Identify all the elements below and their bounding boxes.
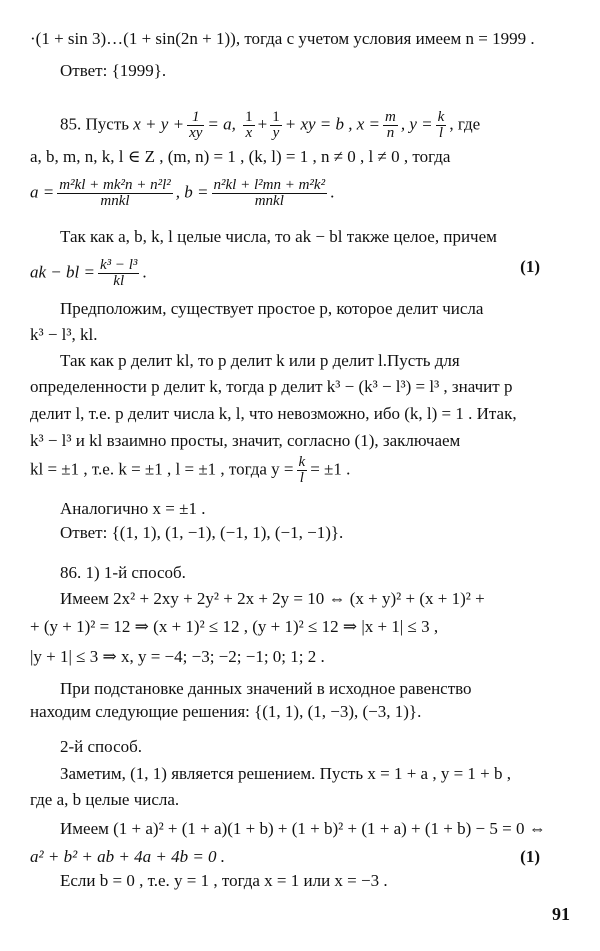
text-line: Если b = 0 , т.е. y = 1 , тогда x = 1 или x = −3 . (60, 871, 388, 890)
text-line: находим следующие решения: {(1, 1), (1, −3), (−3, 1)}. (30, 702, 422, 721)
fraction (383, 110, 398, 141)
numerator: m²kl + mk²n + n²l² (59, 177, 171, 193)
text-span: , где (449, 114, 481, 134)
text-line: При подстановке данных значений в исходное равенство (60, 679, 472, 698)
math-span: . (330, 182, 335, 202)
math-span: x = (356, 114, 381, 134)
text-line: где a, b целые числа. (30, 790, 180, 809)
denominator: kl (113, 273, 125, 289)
numerator: n²kl + l²mn + m²k² (213, 177, 326, 193)
math-span: + xy = b , (284, 114, 353, 134)
fraction (270, 110, 282, 141)
formula-line (30, 848, 570, 867)
math-span: . (142, 262, 147, 282)
math-span: a = (30, 182, 55, 202)
math-span: ak − bl = (30, 262, 95, 282)
fraction (57, 178, 173, 209)
math-span: = a, (207, 114, 236, 134)
problem-85-statement (60, 110, 570, 141)
text-line: k³ − l³ и kl взаимно просты, значит, согласно (1), заключаем (30, 431, 461, 450)
numerator: k³ − l³ (99, 257, 138, 273)
formula-line (30, 258, 570, 289)
text-span: 85. Пусть (60, 114, 130, 134)
page-number: 91 (552, 904, 570, 924)
math-span: + (257, 114, 268, 134)
equation-tag: (1) (520, 847, 540, 866)
answer-line: Ответ: {(1, 1), (1, −1), (−1, 1), (−1, −1)}. (60, 523, 344, 542)
text-line: |y + 1| ≤ 3 ⇒ x, y = −4; −3; −2; −1; 0; 1; 2 . (30, 647, 325, 666)
text-span: kl = ±1 , т.е. k = ±1 , l = ±1 , тогда y = (30, 459, 294, 479)
problem-86-heading: 86. 1) 1-й способ. (60, 563, 186, 582)
denominator: l (438, 125, 444, 141)
text-line: Так как p делит kl, то p делит k или p делит l.Пусть для (60, 351, 460, 370)
math-span: a² + b² + ab + 4a + 4b = 0 . (30, 847, 226, 866)
denominator: n (386, 125, 395, 141)
fraction (436, 110, 447, 141)
text-line: Заметим, (1, 1) является решением. Пусть x = 1 + a , y = 1 + b , (60, 764, 512, 783)
text-line: Предположим, существует простое p, которое делит числа (60, 299, 484, 318)
answer-line: Ответ: {1999}. (60, 61, 167, 80)
text-line: Так как a, b, k, l целые числа, то ak − bl также целое, причем (60, 227, 497, 246)
text-line: ·(1 + sin 3)…(1 + sin(2n + 1)), тогда с учетом условия имеем n = 1999 . (30, 29, 535, 48)
formula-line (30, 178, 570, 209)
math-span: , b = (175, 182, 209, 202)
math-span: , y = (400, 114, 433, 134)
text-span: = ±1 . (310, 459, 351, 479)
fraction (98, 258, 139, 289)
math-span: x + y + (133, 114, 185, 134)
numerator: k (298, 454, 306, 470)
fraction (212, 178, 328, 209)
fraction (243, 110, 255, 141)
text-line: определенности p делит k, тогда p делит k³ − (k³ − l³) = l³ , значит p (30, 377, 513, 396)
numerator: m (385, 109, 396, 125)
equation-tag: (1) (520, 257, 540, 276)
numerator: 1 (272, 109, 280, 125)
text-line: + (y + 1)² = 12 ⇒ (x + 1)² ≤ 12 , (y + 1)² ≤ 12 ⇒ |x + 1| ≤ 3 , (30, 617, 439, 636)
numerator: 1 (245, 109, 253, 125)
text-line: Имеем (1 + a)² + (1 + a)(1 + b) + (1 + b)² + (1 + a) + (1 + b) − 5 = 0 ⇔ (60, 819, 546, 838)
text-line: Имеем 2x² + 2xy + 2y² + 2x + 2y = 10 ⇔ (x + y)² + (x + 1)² + (60, 589, 485, 608)
method-heading: 2-й способ. (60, 737, 143, 756)
text-line: делит l, т.е. p делит числа k, l, что невозможно, ибо (k, l) = 1 . Итак, (30, 404, 517, 423)
fraction (187, 110, 204, 141)
denominator: mnkl (100, 193, 130, 209)
text-line: Аналогично x = ±1 . (60, 499, 206, 518)
text-line: a, b, m, n, k, l ∈ Z , (m, n) = 1 , (k, l) = 1 , n ≠ 0 , l ≠ 0 , тогда (30, 147, 451, 166)
numerator: k (437, 109, 445, 125)
denominator: mnkl (254, 193, 284, 209)
text-line: k³ − l³, kl. (30, 325, 98, 344)
denominator: l (299, 470, 304, 486)
fraction (297, 455, 308, 486)
denominator: xy (189, 125, 203, 141)
denominator: x (245, 125, 253, 141)
numerator: 1 (187, 110, 204, 126)
denominator: y (272, 125, 280, 141)
formula-line (30, 455, 570, 486)
